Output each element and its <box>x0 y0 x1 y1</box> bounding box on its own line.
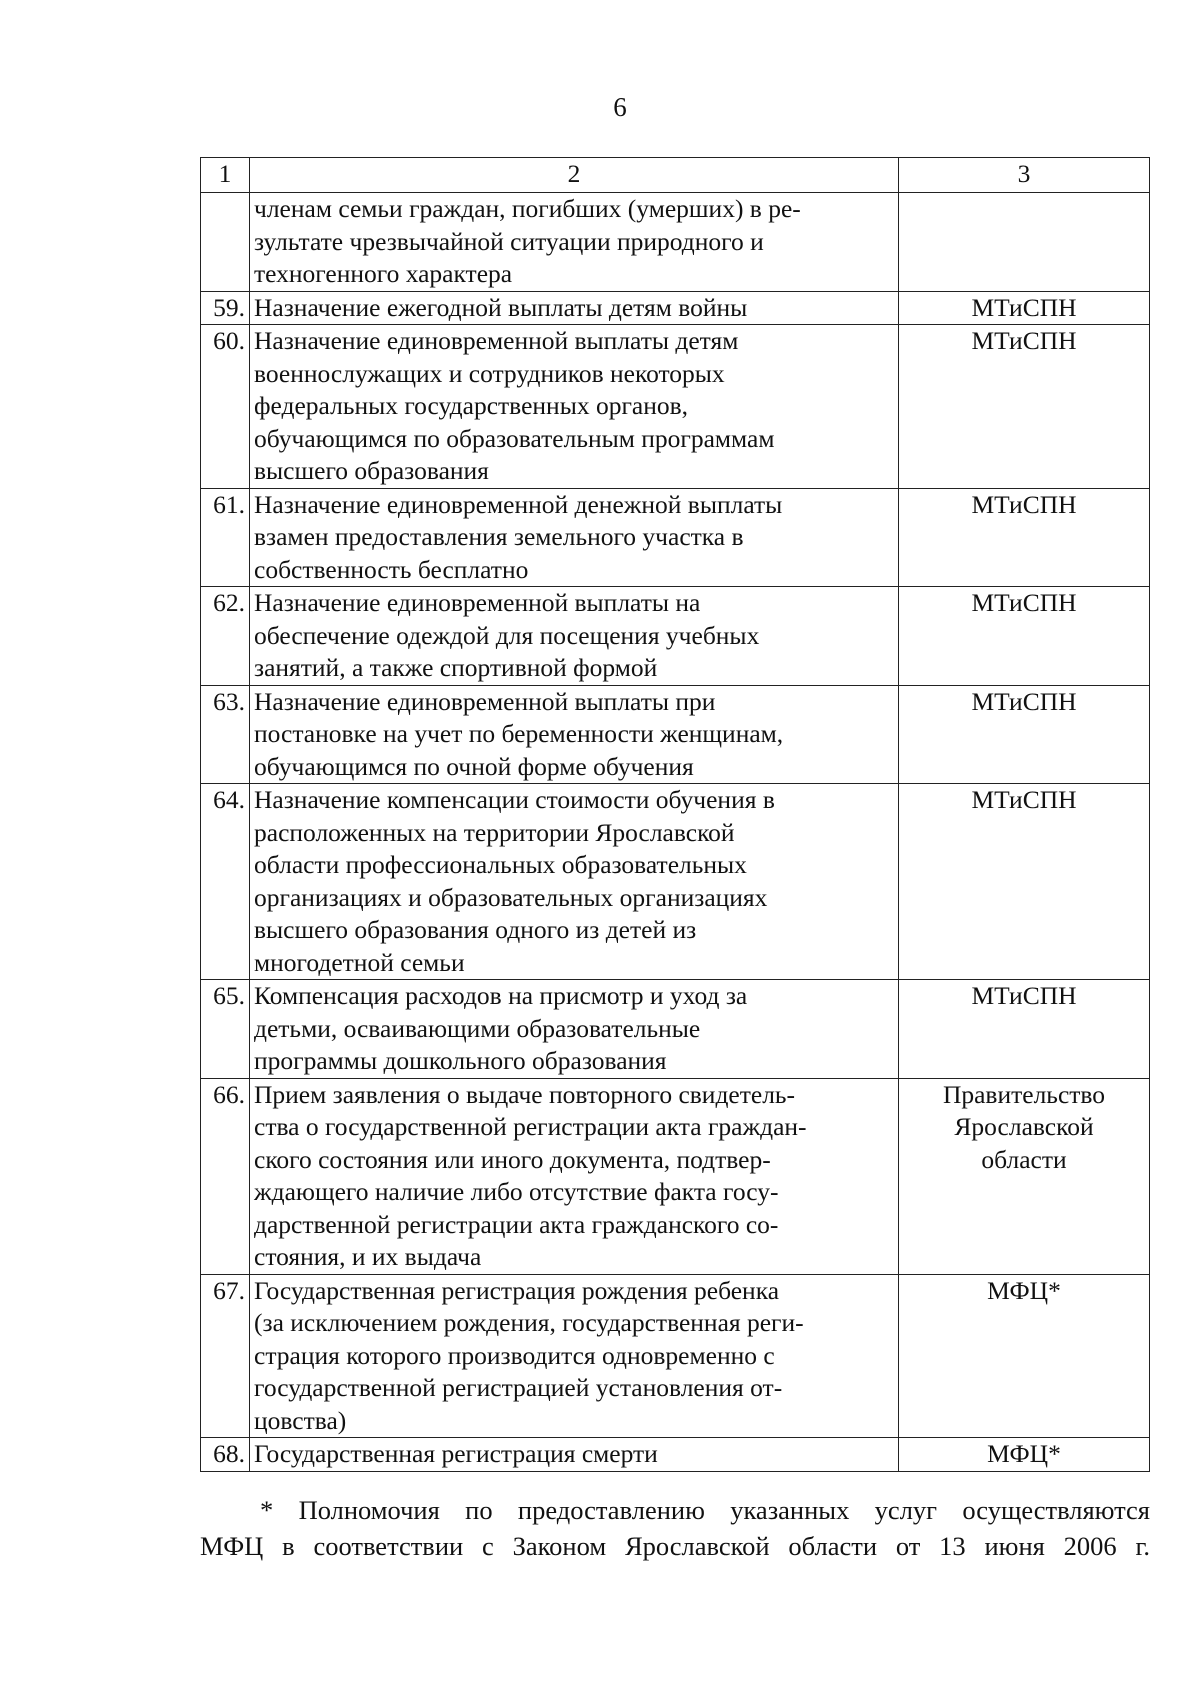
responsible-agency: МТиСПН <box>899 291 1150 325</box>
table-row <box>201 1078 1150 1274</box>
responsible-agency: МТиСПН <box>899 685 1150 784</box>
row-number: 59. <box>201 291 250 325</box>
header-col-2: 2 <box>250 158 899 193</box>
service-name: Государственная регистрация рождения ребенка (за исключением рождения, государственная реги- страция которого производится одновременно с государственной регистрацией установления от- цовства) <box>250 1274 899 1438</box>
table-row <box>201 685 1150 784</box>
service-name: Назначение компенсации стоимости обучения в расположенных на территории Ярославской области профессиональных образовательных организациях и образовательных организациях высшего образования одного из детей из многодетной семьи <box>250 784 899 980</box>
page-number: 6 <box>613 92 627 122</box>
responsible-agency: МТиСПН <box>899 587 1150 686</box>
service-name: Назначение единовременной денежной выплаты взамен предоставления земельного участка в собственность бесплатно <box>250 488 899 587</box>
services-table <box>200 157 1150 1472</box>
table-body <box>201 158 1150 1472</box>
table-row <box>201 1274 1150 1438</box>
row-number: 63. <box>201 685 250 784</box>
table-row <box>201 980 1150 1079</box>
table-row <box>201 291 1150 325</box>
header-col-3: 3 <box>899 158 1150 193</box>
responsible-agency: МФЦ* <box>899 1274 1150 1438</box>
row-number: 64. <box>201 784 250 980</box>
responsible-agency: МТиСПН <box>899 325 1150 489</box>
row-number: 67. <box>201 1274 250 1438</box>
service-name: Прием заявления о выдаче повторного свидетель- ства о государственной регистрации акта граждан- ского состояния или иного документа, подтвер- ждающего наличие либо отсутствие факта госу- дарственной регистрации акта гражданского со- стояния, и их выдача <box>250 1078 899 1274</box>
row-number: 68. <box>201 1438 250 1472</box>
responsible-agency: Правительство Ярославской области <box>899 1078 1150 1274</box>
row-number: 61. <box>201 488 250 587</box>
responsible-agency: МТиСПН <box>899 784 1150 980</box>
row-number: 62. <box>201 587 250 686</box>
footnote-line-2: МФЦ в соответствии с Законом Ярославской области от 13 июня 2006 г. <box>200 1531 1150 1561</box>
responsible-agency: МТиСПН <box>899 488 1150 587</box>
service-name: Назначение единовременной выплаты на обеспечение одеждой для посещения учебных занятий, а также спортивной формой <box>250 587 899 686</box>
table-header-row <box>201 158 1150 193</box>
service-name: Компенсация расходов на присмотр и уход за детьми, осваивающими образовательные программы дошкольного образования <box>250 980 899 1079</box>
service-name: Назначение ежегодной выплаты детям войны <box>250 291 899 325</box>
header-col-1: 1 <box>201 158 250 193</box>
responsible-agency <box>899 193 1150 292</box>
service-name: Назначение единовременной выплаты детям военнослужащих и сотрудников некоторых федеральных государственных органов, обучающимся по образовательным программам высшего образования <box>250 325 899 489</box>
responsible-agency: МТиСПН <box>899 980 1150 1079</box>
service-name: Назначение единовременной выплаты при постановке на учет по беременности женщинам, обучающимся по очной форме обучения <box>250 685 899 784</box>
table-row <box>201 325 1150 489</box>
footnote-line-1: * Полномочия по предоставлению указанных услуг осуществляются <box>260 1495 1150 1525</box>
row-number: 65. <box>201 980 250 1079</box>
table-row <box>201 1438 1150 1472</box>
table-row <box>201 784 1150 980</box>
service-name: членам семьи граждан, погибших (умерших) в ре- зультате чрезвычайной ситуации природного и техногенного характера <box>250 193 899 292</box>
table-row <box>201 488 1150 587</box>
row-number: 66. <box>201 1078 250 1274</box>
table-row <box>201 587 1150 686</box>
responsible-agency: МФЦ* <box>899 1438 1150 1472</box>
table-row <box>201 193 1150 292</box>
row-number: 60. <box>201 325 250 489</box>
footnote <box>200 1492 1150 1564</box>
row-number <box>201 193 250 292</box>
service-name: Государственная регистрация смерти <box>250 1438 899 1472</box>
